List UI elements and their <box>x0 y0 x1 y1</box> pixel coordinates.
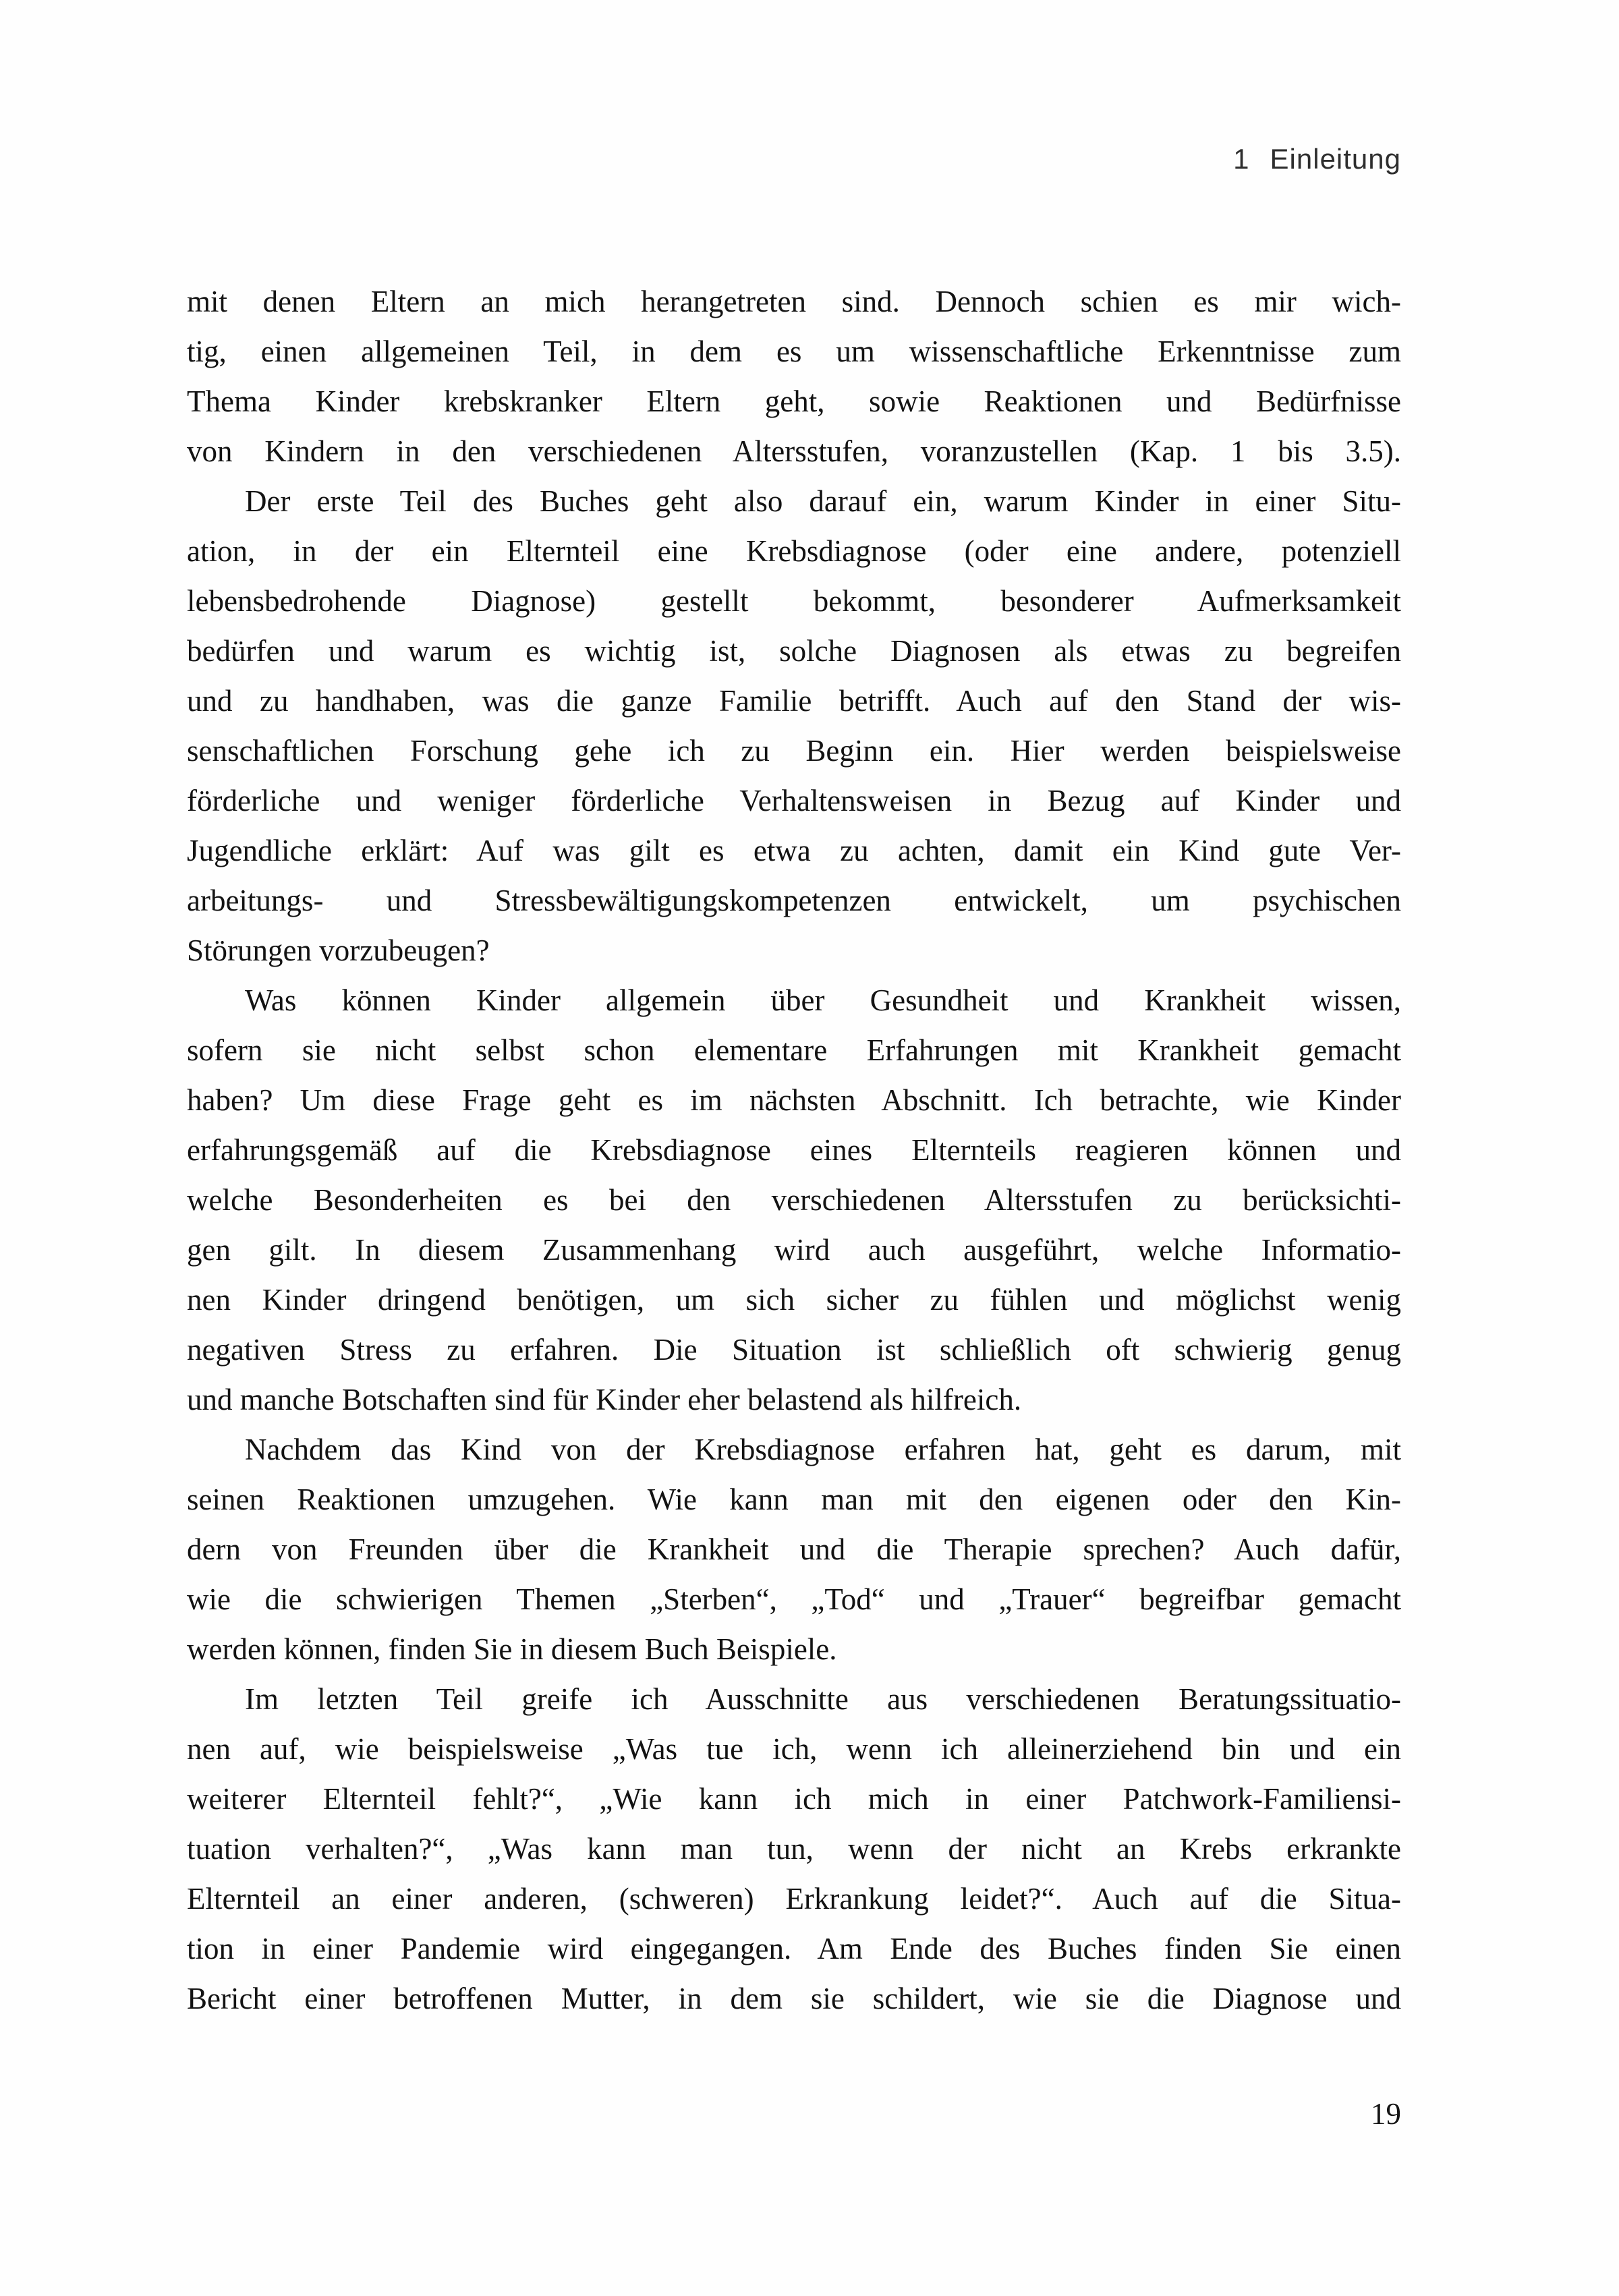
text-line: negativen Stress zu erfahren. Die Situation ist schließlich oft schwierig genug <box>187 1333 1401 1367</box>
text-line: tuation verhalten?“, „Was kann man tun, wenn der nicht an Krebs erkrankte <box>187 1832 1401 1866</box>
text-line: förderliche und weniger förderliche Verhaltensweisen in Bezug auf Kinder und <box>187 784 1401 817</box>
text-line: und manche Botschaften sind für Kinder eher belastend als hilfreich. <box>187 1383 1022 1416</box>
text-line: dern von Freunden über die Krankheit und die Therapie sprechen? Auch dafür, <box>187 1532 1401 1566</box>
text-line: und zu handhaben, was die ganze Familie betrifft. Auch auf den Stand der wis- <box>187 684 1401 718</box>
text-line: arbeitungs- und Stressbewältigungskompetenzen entwickelt, um psychischen <box>187 884 1401 917</box>
running-header <box>187 143 1401 175</box>
text-line: lebensbedrohende Diagnose) gestellt bekommt, besonderer Aufmerksamkeit <box>187 584 1401 618</box>
page-number: 19 <box>1371 2097 1401 2131</box>
text-line: Elternteil an einer anderen, (schweren) Erkrankung leidet?“. Auch auf die Situa- <box>187 1882 1401 1916</box>
text-line: tig, einen allgemeinen Teil, in dem es um wissenschaftliche Erkenntnisse zum <box>187 335 1401 368</box>
text-line: gen gilt. In diesem Zusammenhang wird auch ausgeführt, welche Informatio- <box>187 1233 1401 1267</box>
text-line: Jugendliche erklärt: Auf was gilt es etwa zu achten, damit ein Kind gute Ver- <box>187 834 1401 867</box>
text-line: nen Kinder dringend benötigen, um sich sicher zu fühlen und möglichst wenig <box>187 1283 1401 1317</box>
text-line: ation, in der ein Elternteil eine Krebsdiagnose (oder eine andere, potenziell <box>187 534 1401 568</box>
text-line: Störungen vorzubeugen? <box>187 934 490 967</box>
text-line: sofern sie nicht selbst schon elementare Erfahrungen mit Krankheit gemacht <box>187 1033 1401 1067</box>
text-line: nen auf, wie beispielsweise „Was tue ich, wenn ich alleinerziehend bin und ein <box>187 1732 1401 1766</box>
text-line: weiterer Elternteil fehlt?“, „Wie kann ich mich in einer Patchwork-Familiensi- <box>187 1782 1401 1816</box>
text-line: seinen Reaktionen umzugehen. Wie kann man mit den eigenen oder den Kin- <box>187 1483 1401 1516</box>
text-line: Was können Kinder allgemein über Gesundheit und Krankheit wissen, <box>245 983 1401 1017</box>
text-line: Bericht einer betroffenen Mutter, in dem sie schildert, wie sie die Diagnose und <box>187 1982 1401 2015</box>
page-body-text <box>187 277 1401 2024</box>
text-line: tion in einer Pandemie wird eingegangen. Am Ende des Buches finden Sie einen <box>187 1932 1401 1965</box>
text-line: Der erste Teil des Buches geht also darauf ein, warum Kinder in einer Situ- <box>245 484 1401 518</box>
text-line: welche Besonderheiten es bei den verschiedenen Altersstufen zu berücksichti- <box>187 1183 1401 1217</box>
text-line: Thema Kinder krebskranker Eltern geht, sowie Reaktionen und Bedürfnisse <box>187 384 1401 418</box>
text-line: erfahrungsgemäß auf die Krebsdiagnose eines Elternteils reagieren können und <box>187 1133 1401 1167</box>
text-line: wie die schwierigen Themen „Sterben“, „Tod“ und „Trauer“ begreifbar gemacht <box>187 1582 1401 1616</box>
text-line: senschaftlichen Forschung gehe ich zu Beginn ein. Hier werden beispielsweise <box>187 734 1401 768</box>
text-line: von Kindern in den verschiedenen Altersstufen, voranzustellen (Kap. 1 bis 3.5). <box>187 434 1401 468</box>
text-line: werden können, finden Sie in diesem Buch Beispiele. <box>187 1632 837 1666</box>
chapter-number: 1 <box>1233 143 1250 175</box>
text-line: mit denen Eltern an mich herangetreten sind. Dennoch schien es mir wich- <box>187 285 1401 318</box>
chapter-title: Einleitung <box>1270 143 1401 175</box>
text-line: haben? Um diese Frage geht es im nächsten Abschnitt. Ich betrachte, wie Kinder <box>187 1083 1401 1117</box>
text-line: Nachdem das Kind von der Krebsdiagnose erfahren hat, geht es darum, mit <box>245 1433 1401 1466</box>
text-line: Im letzten Teil greife ich Ausschnitte aus verschiedenen Beratungssituatio- <box>245 1682 1401 1716</box>
text-line: bedürfen und warum es wichtig ist, solche Diagnosen als etwas zu begreifen <box>187 634 1401 668</box>
